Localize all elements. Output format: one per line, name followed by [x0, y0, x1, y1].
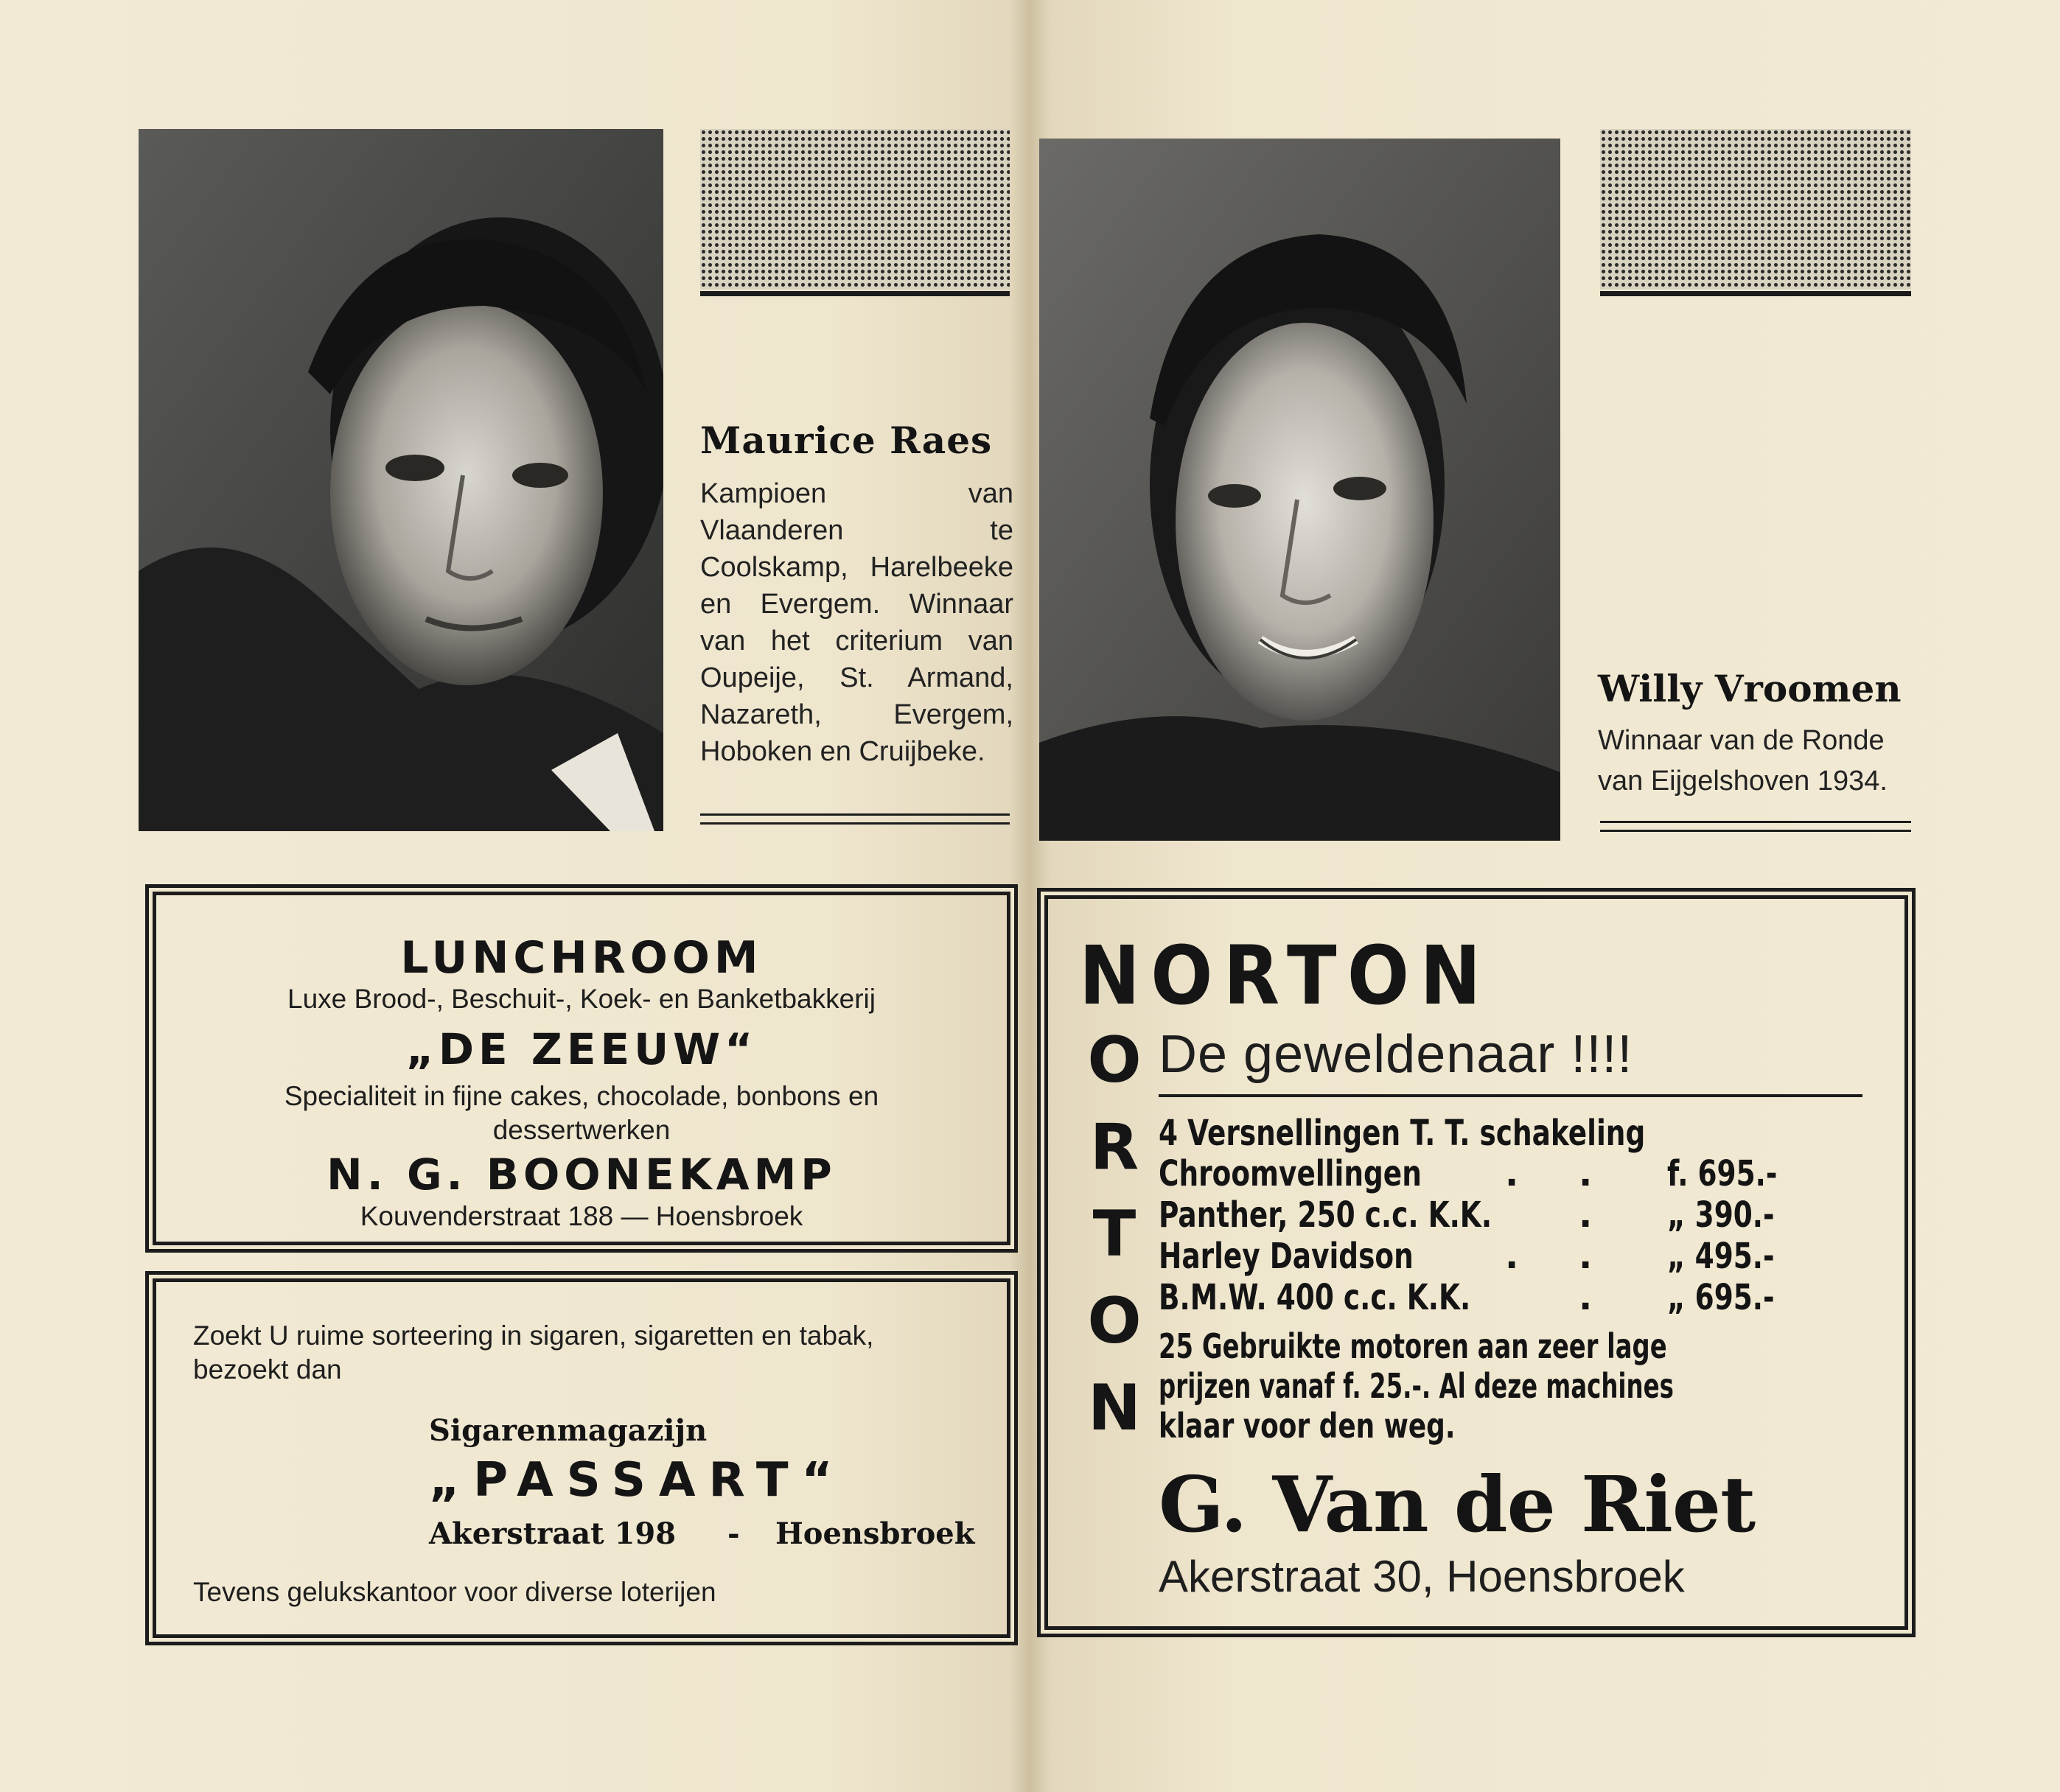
ad-passart	[153, 1278, 1010, 1638]
ad-lunchroom-specialty: Specialiteit in fijne cakes, chocolade, bonbons en dessertwerken	[284, 1081, 879, 1145]
ad-norton-dealer: G. Van de Riet	[1159, 1459, 1756, 1550]
profile-bio-line-1: Winnaar van de Ronde	[1598, 725, 1885, 756]
ad-norton-price-list	[1159, 1153, 1866, 1323]
price-value: „ 390.-	[1667, 1194, 1775, 1236]
price-value: „ 495.-	[1667, 1236, 1775, 1277]
price-dot: .	[1579, 1236, 1593, 1277]
ad-lunchroom-de-zeeuw	[153, 892, 1010, 1245]
ad-lunchroom-subtitle: Luxe Brood-, Beschuit-, Koek- en Banketbakkerij	[287, 984, 876, 1014]
ad-norton-tagline: De geweldenaar !!!!	[1159, 1025, 1633, 1084]
ad-norton-brand-horizontal: NORTON	[1079, 928, 1492, 1023]
ad-lunchroom-title: LUNCHROOM	[400, 932, 763, 984]
profile-name-willy-vroomen: Willy Vroomen	[1598, 667, 1902, 710]
ad-passart-footer: Tevens gelukskantoor voor diverse loterijen	[193, 1577, 716, 1607]
caption-rule-top	[1600, 821, 1911, 823]
ad-passart-label: Sigarenmagazijn	[429, 1413, 708, 1448]
ad-lunchroom-address: Kouvenderstraat 188 — Hoensbroek	[360, 1201, 803, 1231]
price-item: Chroomvellingen	[1159, 1153, 1422, 1194]
price-dot: .	[1579, 1277, 1593, 1318]
profile-bio-maurice-raes: Kampioen van Vlaanderen te Coolskamp, Harelbeeke en Evergem. Winnaar van het criterium van Oupeije, St. Armand, Nazareth, Evergem, Hoboken en Cruijbeke.	[700, 478, 1013, 767]
ad-norton-feature: 4 Versnellingen T. T. schakeling	[1159, 1113, 1646, 1154]
price-row	[1159, 1236, 1787, 1277]
divider-rule	[700, 291, 1010, 296]
price-dot: .	[1579, 1194, 1593, 1236]
ad-lunchroom-shop-name: „DE ZEEUW“	[405, 1024, 758, 1074]
caption-rule-bottom	[1600, 830, 1911, 832]
price-item: Harley Davidson	[1159, 1236, 1414, 1277]
ad-norton-brand-vertical	[1083, 1017, 1150, 1452]
price-value: „ 695.-	[1667, 1277, 1775, 1318]
ad-norton-used-line-3: klaar voor den weg.	[1159, 1406, 1456, 1446]
ad-passart-name: „PASSART“	[429, 1453, 846, 1508]
portrait-photo-willy-vroomen	[1039, 139, 1560, 841]
halftone-block	[700, 129, 1010, 290]
halftone-block	[1600, 129, 1911, 290]
ad-norton-used-line-2: prijzen vanaf f. 25.-. Al deze machines	[1159, 1366, 1674, 1406]
price-item: B.M.W. 400 c.c. K.K.	[1159, 1277, 1471, 1318]
ad-passart-address-separator: -	[727, 1516, 740, 1551]
price-row	[1159, 1277, 1787, 1318]
brand-vertical-letter: N	[1088, 1371, 1145, 1445]
brand-vertical-letter: O	[1087, 1023, 1146, 1097]
price-row	[1159, 1153, 1787, 1194]
brand-vertical-letter: O	[1087, 1284, 1146, 1358]
price-item: Panther, 250 c.c. K.K.	[1159, 1194, 1492, 1236]
ad-passart-address-street: Akerstraat 198	[429, 1516, 677, 1551]
brand-vertical-letter: R	[1089, 1110, 1144, 1184]
profile-bio-line-2: van Eijgelshoven 1934.	[1598, 766, 1888, 797]
price-dot: .	[1579, 1153, 1593, 1194]
ad-passart-intro: Zoekt U ruime sorteering in sigaren, sigaretten en tabak, bezoekt dan	[193, 1320, 874, 1385]
price-dot: .	[1505, 1153, 1519, 1194]
ad-norton-used-line-1: 25 Gebruikte motoren aan zeer lage	[1159, 1326, 1667, 1366]
price-value: f. 695.-	[1667, 1153, 1778, 1194]
profile-name-maurice-raes: Maurice Raes	[700, 419, 993, 462]
caption-rule-bottom	[700, 822, 1010, 825]
ad-norton-address: Akerstraat 30, Hoensbroek	[1159, 1552, 1685, 1601]
caption-rule-top	[700, 813, 1010, 816]
price-row	[1159, 1194, 1787, 1236]
portrait-photo-maurice-raes	[139, 129, 663, 831]
ad-norton	[1044, 895, 1908, 1630]
price-dot: .	[1505, 1236, 1519, 1277]
brand-vertical-letter: T	[1092, 1197, 1141, 1271]
tagline-underline	[1159, 1094, 1862, 1097]
right-page	[1030, 0, 2060, 1792]
ad-lunchroom-owner: N. G. BOONEKAMP	[327, 1149, 837, 1200]
divider-rule	[1600, 291, 1911, 296]
ad-passart-address-city: Hoensbroek	[775, 1516, 975, 1551]
